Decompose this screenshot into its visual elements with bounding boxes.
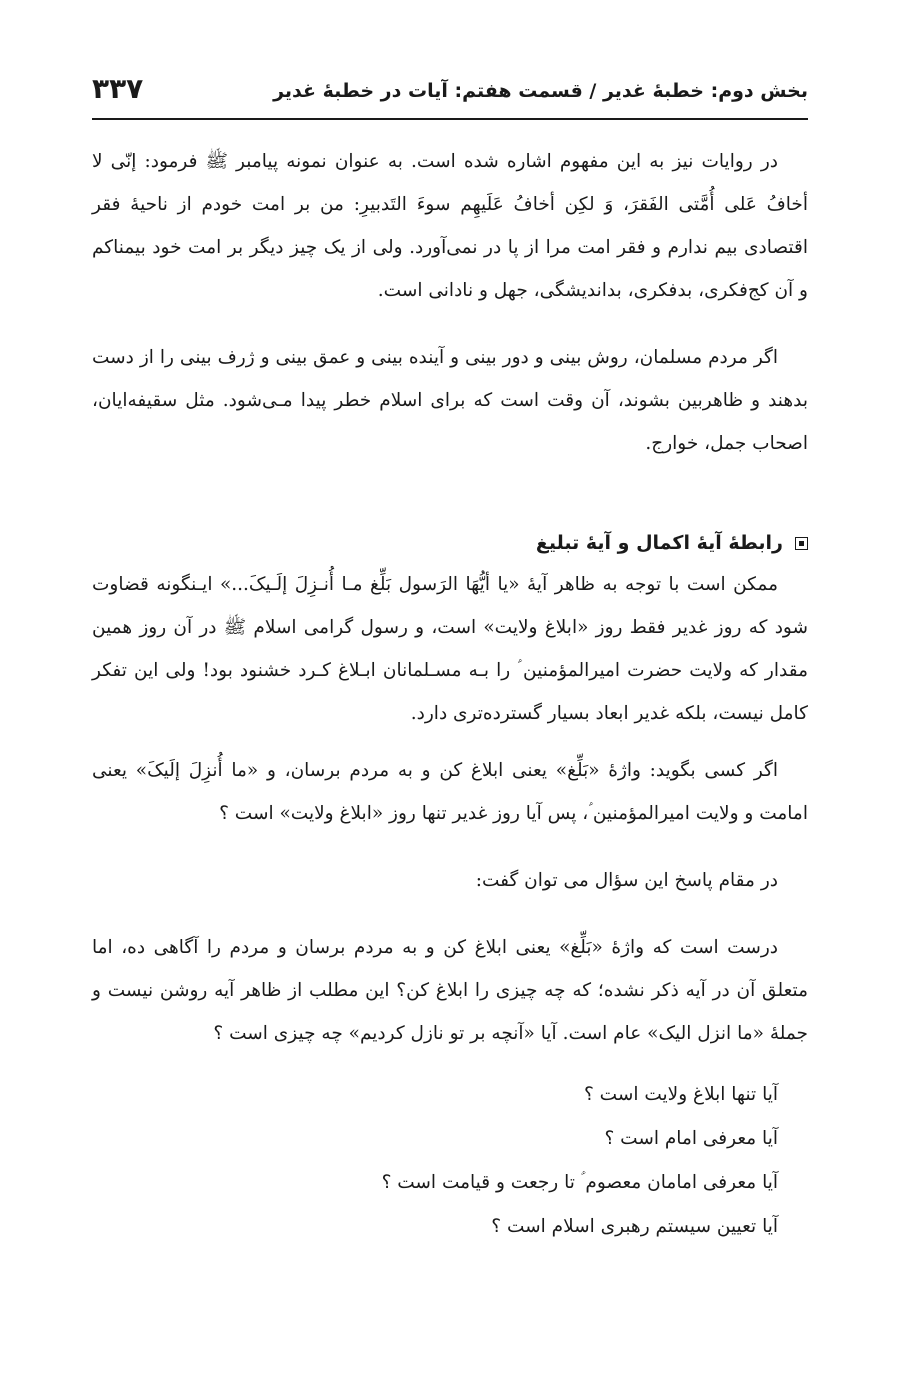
section-heading (92, 523, 808, 563)
question-item: آیا تعیین سیستم رهبری اسلام است ؟ (491, 1216, 778, 1237)
page-number: ۳۳۷ (92, 72, 144, 105)
paragraph-insight: اگر مردم مسلمان، روش بینی و دور بینی و آینده بینی و عمق بینی و ژرف بینی را از دست بدهند و ظاهربین بشوند، آن وقت است که برای اسلام خطر پیدا مـی‌شود. مثل سقیفه‌ایان، اصحاب جمل، خوارج. (92, 347, 808, 454)
section-heading-text: رابطهٔ آیهٔ اکمال و آیهٔ تبلیغ (535, 532, 783, 554)
running-header (92, 62, 808, 120)
question-item: آیا معرفی امام است ؟ (604, 1128, 778, 1149)
paragraph-objection: اگر کسی بگوید: واژهٔ «بَلِّغ» یعنی ابلاغ کن و به مردم برسان، و «ما أُنزِلَ إلَیکَ» یعنی امامت و ولایت امیرالمؤمنین ؑ، پس آیا روز غدیر تنها روز «ابلاغ ولایت» است ؟ (92, 760, 808, 824)
question-list (92, 1073, 778, 1249)
square-bullet-icon (795, 537, 808, 550)
paragraph-answer: درست است که واژهٔ «بَلِّغ» یعنی ابلاغ کن و به مردم برسان و مردم را آگاهی ده، اما متعلق آن در آیه ذکر نشده؛ که چه چیزی را ابلاغ کن؟ این مطلب از ظاهر آیه روشن نیست و جملهٔ «ما انزل الیک» عام است. آیا «آنچه بر تو نازل کردیم» چه چیزی است ؟ (92, 937, 808, 1044)
page-body (92, 140, 808, 1249)
paragraph-verse-tabligh: ممکن است با توجه به ظاهر آیهٔ «یا أیُّهَا الرَسول بَلِّغ مـا أُنـزِلَ إلَـیکَ...» ایـنگونه قضاوت شود که روز غدیر فقط روز «ابلاغ ولایت» است، و رسول گرامی اسلام ﷺ در آن روز همین مقدار که ولایت حضرت امیرالمؤمنین ؑ را بـه مسـلمانان ابـلاغ کـرد خشنود بود! ولی این تفکر کامل نیست، بلکه غدیر ابعاد بسیار گسترده‌تری دارد. (92, 574, 808, 724)
question-item: آیا تنها ابلاغ ولایت است ؟ (583, 1084, 778, 1105)
paragraph-hadith: در روایات نیز به این مفهوم اشاره شده است. به عنوان نمونه پیامبر ﷺ فرمود: إنّی لا أخافُ عَلی أُمَّتی الفَقرَ، وَ لكِن أخافُ عَلَیهِم سوءَ التَدبیرِ: من بر امت خودم از ناحیهٔ فقر اقتصادی بیم ندارم و فقر امت مرا از پا در نمی‌آورد. ولی از یک چیز دیگر بر امت خود بیمناکم و آن کج‌فکری، بدفکری، بداندیشگی، جهل و نادانی است. (92, 151, 808, 301)
question-item: آیا معرفی امامان معصوم ؑ تا رجعت و قیامت است ؟ (381, 1172, 778, 1193)
header-title: بخش دوم: خطبهٔ غدیر / قسمت هفتم: آیات در خطبهٔ غدیر (273, 80, 808, 102)
paragraph-answer-intro: در مقام پاسخ این سؤال می توان گفت: (475, 870, 778, 891)
